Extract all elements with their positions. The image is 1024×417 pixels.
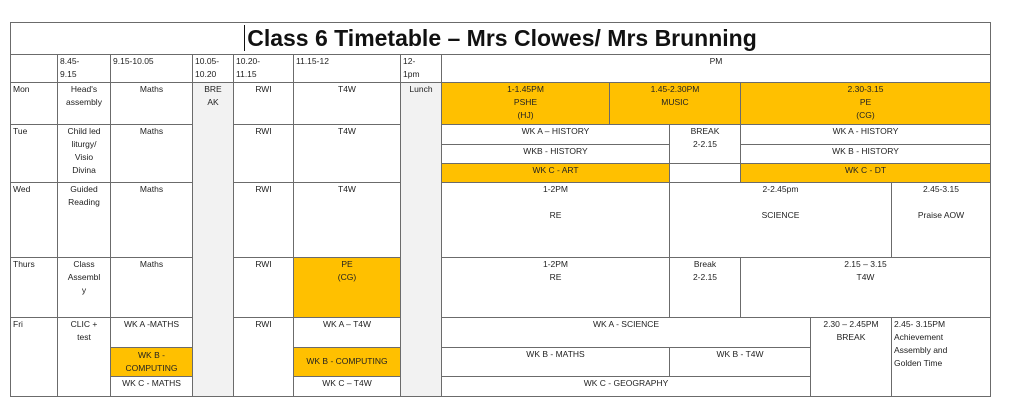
- header-time-slot-1: 8.45- 9.15: [58, 54, 111, 83]
- wed-pm1-time: 1-2PM: [542, 184, 569, 195]
- wed-pm2-time: 2-2.45pm: [762, 184, 799, 195]
- fri-achievement: 2.45- 3.15PM Achievement Assembly and Golden Time: [892, 318, 991, 397]
- wed-pm-praise: [892, 183, 991, 258]
- mon-pm2-subject: MUSIC: [661, 97, 689, 108]
- fri-period-2-wkb: WK B - COMPUTING: [111, 347, 193, 376]
- day-label-mon: Mon: [11, 83, 58, 125]
- thu-pm-re: [442, 257, 670, 317]
- mon-pm1-teacher: (HJ): [517, 110, 534, 121]
- wed-pm3-subject: Praise AOW: [917, 210, 965, 221]
- timetable: [10, 22, 991, 397]
- mon-pm2-time: 1.45-2.30PM: [650, 84, 700, 95]
- day-label-thu: Thurs: [11, 257, 58, 317]
- header-day-corner: [11, 54, 58, 83]
- mon-period-4: T4W: [294, 83, 401, 125]
- wed-period-1: Guided Reading: [58, 183, 111, 258]
- thu-period-3: RWI: [234, 257, 294, 317]
- mon-pm3-subject: PE: [859, 97, 872, 108]
- fri-period-4-wkc: WK C – T4W: [294, 376, 401, 397]
- thu-period-4-pe: PE (CG): [294, 257, 401, 317]
- mon-period-3: RWI: [234, 83, 294, 125]
- day-label-tue: Tue: [11, 125, 58, 183]
- tue-wkb-history-right: WK B - HISTORY: [741, 144, 991, 163]
- thu-period-2: Maths: [111, 257, 193, 317]
- thu-pm3-subject: T4W: [856, 271, 875, 282]
- tue-break-continued: [670, 163, 741, 182]
- tue-period-2: Maths: [111, 125, 193, 183]
- header-time-slot-3: 10.05- 10.20: [193, 54, 234, 83]
- tue-wkb-history-left: WKB - HISTORY: [442, 144, 670, 163]
- fri-wkb-t4w: WK B - T4W: [670, 347, 811, 376]
- header-time-slot-5: 11.15-12: [294, 54, 401, 83]
- thu-pm1-time: 1-2PM: [542, 258, 569, 269]
- day-label-wed: Wed: [11, 183, 58, 258]
- fri-period-3: RWI: [234, 318, 294, 397]
- timetable-title: [11, 23, 991, 55]
- mon-period-1: Head's assembly: [58, 83, 111, 125]
- wed-pm1-subject: RE: [549, 210, 562, 221]
- thu-pm3-time: 2.15 – 3.15: [844, 258, 887, 269]
- fri-break: 2.30 – 2.45PM BREAK: [811, 318, 892, 397]
- tue-wka-history-left: WK A – HISTORY: [442, 125, 670, 144]
- tue-wka-history-right: WK A - HISTORY: [741, 125, 991, 144]
- thu-period-1: Class Assembl y: [58, 257, 111, 317]
- fri-wkc-geography: WK C - GEOGRAPHY: [442, 376, 811, 397]
- fri-period-4-wkb: WK B - COMPUTING: [294, 347, 401, 376]
- fri-wkb-maths: WK B - MATHS: [442, 347, 670, 376]
- mon-pm-pshe: [442, 83, 610, 125]
- fri-period-2-wka: WK A -MATHS: [111, 318, 193, 348]
- header-time-slot-4: 10.20- 11.15: [234, 54, 294, 83]
- mon-pm3-time: 2.30-3.15: [847, 84, 884, 95]
- tue-wkc-dt: WK C - DT: [741, 163, 991, 182]
- break-column: BRE AK: [193, 83, 234, 397]
- wed-period-2: Maths: [111, 183, 193, 258]
- tue-period-3: RWI: [234, 125, 294, 183]
- wed-pm-re: [442, 183, 670, 258]
- header-pm: PM: [442, 54, 991, 83]
- wed-period-4: T4W: [294, 183, 401, 258]
- fri-wka-science: WK A - SCIENCE: [442, 318, 811, 348]
- lunch-column: Lunch: [401, 83, 442, 397]
- tue-break: BREAK 2-2.15: [670, 125, 741, 164]
- tue-period-4: T4W: [294, 125, 401, 183]
- mon-pm-pe: [741, 83, 991, 125]
- thu-pm1-subject: RE: [549, 271, 562, 282]
- day-label-fri: Fri: [11, 318, 58, 397]
- header-time-slot-6: 12- 1pm: [401, 54, 442, 83]
- mon-pm3-teacher: (CG): [856, 110, 875, 121]
- wed-pm2-subject: SCIENCE: [761, 210, 800, 221]
- tue-wkc-art: WK C - ART: [442, 163, 670, 182]
- wed-period-3: RWI: [234, 183, 294, 258]
- tue-period-1: Child led liturgy/ Visio Divina: [58, 125, 111, 183]
- fri-period-2-wkc: WK C - MATHS: [111, 376, 193, 397]
- mon-pm1-subject: PSHE: [513, 97, 538, 108]
- wed-pm3-time: 2.45-3.15: [923, 184, 959, 195]
- thu-pm-t4w: [741, 257, 991, 317]
- header-time-slot-2: 9.15-10.05: [111, 54, 193, 83]
- fri-period-1: CLIC + test: [58, 318, 111, 397]
- title-text: Class 6 Timetable – Mrs Clowes/ Mrs Brunning: [244, 25, 757, 51]
- fri-period-4-wka: WK A – T4W: [294, 318, 401, 348]
- mon-period-2: Maths: [111, 83, 193, 125]
- mon-pm-music: [610, 83, 741, 125]
- wed-pm-science: [670, 183, 892, 258]
- thu-break: Break 2-2.15: [670, 257, 741, 317]
- mon-pm1-time: 1-1.45PM: [507, 84, 544, 95]
